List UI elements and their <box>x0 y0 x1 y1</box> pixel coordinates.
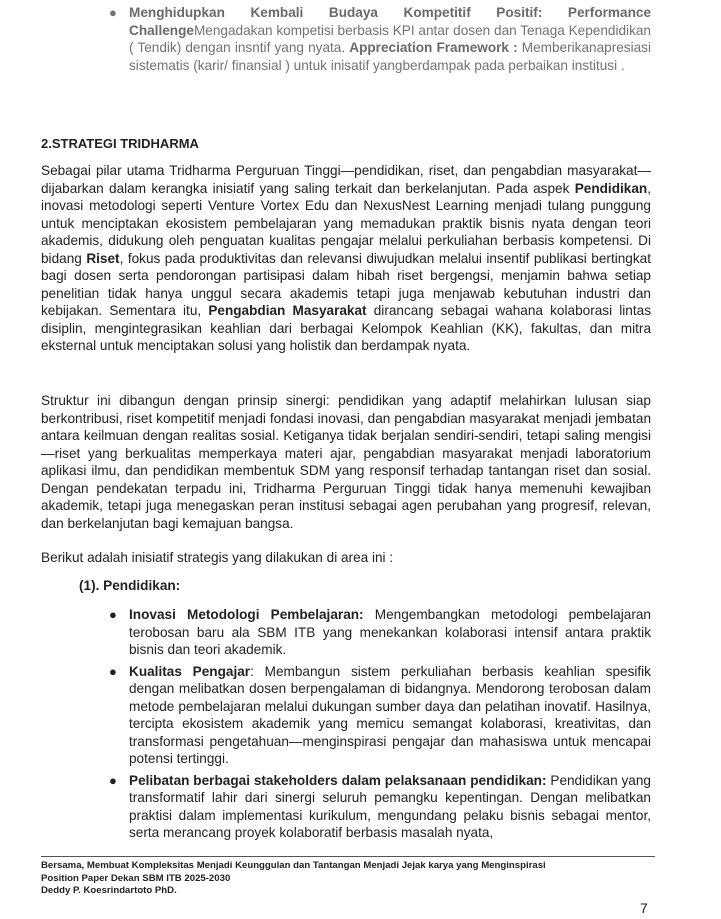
bullet-icon: ● <box>109 607 117 622</box>
list-item <box>109 772 651 842</box>
footer-divider <box>41 856 655 857</box>
sub-heading: (1). Pendidikan: <box>79 578 181 593</box>
section-heading: 2.STRATEGI TRIDHARMA <box>41 136 199 151</box>
page-footer <box>41 860 661 898</box>
bullet-icon: ● <box>109 663 117 679</box>
footer-title: Bersama, Membuat Kompleksitas Menjadi Keunggulan dan Tantangan Menjadi Jejak karya yang Menginspirasi <box>41 860 546 871</box>
item-title: Kualitas Pengajar <box>129 663 251 679</box>
text-run: , inovasi metodologi seperti Venture Vortex Edu dan NexusNest Learning menjadi tulang punggung untuk menciptakan ekosistem pembelajaran yang memadukan praktik bisnis nyata dengan teori akademis, didukung oleh penguatan kualitas pengajar melalui perkuliahan berbasis kompetensi. Di bidang <box>41 180 651 266</box>
list-item <box>109 663 651 768</box>
list-item <box>109 4 651 74</box>
text-run: dirancang sebagai wahana kolaborasi lintas disiplin, mengintegrasikan keahlian dari berbagai Kelompok Keahlian (KK), fakultas, dan mitra eksternal untuk menciptakan solusi yang holistik dan berdampak nyata. <box>41 303 651 353</box>
item-text: Mengembangkan metodologi pembelajaran terobosan baru ala SBM ITB yang menekankan kolaborasi intensif antara praktik bisnis dan teori akademik. <box>129 607 651 657</box>
item-text-2: Memberikanapresiasi sistematis (karir/ finansial ) untuk inisatif yangberdampak pada perbaikan institusi . <box>129 40 651 73</box>
text-run: , fokus pada produktivitas dan relevansi diwujudkan melalui insentif publikasi bertingkat bagi dosen serta pendorongan partisipasi dalam hibah riset bergengsi, menjamin bahwa setiap penelitian tidak hanya unggul secara akademis tetapi juga menjawab kebutuhan industri dan kebijakan. Sementara itu, <box>41 250 651 318</box>
bold-term: Pendidikan <box>574 180 648 196</box>
item-text: Pendidikan yang transformatif lahir dari sinergi seluruh pemangku kepentingan. Dengan melibatkan praktisi dalam implementasi kurikulum, mengundang pelaku bisnis sebagai mentor, serta merancang proyek kolaboratif berbasis masalah nyata, <box>129 772 651 840</box>
bullet-icon: ● <box>109 772 117 788</box>
footer-author: Deddy P. Koesrindartoto PhD. <box>41 885 177 896</box>
paragraph-3: Berikut adalah inisiatif strategis yang dilakukan di area ini : <box>41 550 394 565</box>
list-item <box>109 606 651 659</box>
item-title: Inovasi Metodologi Pembelajaran: <box>129 607 364 622</box>
bold-term: Pengabdian Masyarakat <box>208 303 367 318</box>
text-run: Sebagai pilar utama Tridharma Perguruan Tinggi—pendidikan, riset, dan pengabdian masyarakat—dijabarkan dalam kerangka inisiatif yang saling terkait dan berkelanjutan. Pada aspek <box>41 163 651 196</box>
bullet-icon: ● <box>109 5 117 20</box>
page-number: 7 <box>640 900 648 916</box>
footer-subtitle: Position Paper Dekan SBM ITB 2025-2030 <box>41 872 231 884</box>
pendidikan-bullet-list <box>109 606 651 842</box>
item-text: Mengadakan kompetisi berbasis KPI antar dosen dan Tenaga Kependidikan ( Tendik) dengan insntif yang nyata. <box>129 22 651 55</box>
item-text: : Membangun sistem perkuliahan berbasis keahlian spesifik dengan melibatkan dosen berpengalaman di bidangnya. Mendorong terobosan dalam metode pembelajaran melalui dukungan sumber daya dan pelatihan inovatif. Hasilnya, tercipta ekosistem akademik yang memicu semangat kolaborasi, kreativitas, dan transformasi pengetahuan—menginspirasi pengajar dan mahasiswa untuk mencapai potensi tertinggi. <box>129 663 651 766</box>
item-subtitle: Appreciation Framework : <box>349 40 518 55</box>
previous-bullet-list <box>109 4 651 74</box>
item-title: Pelibatan berbagai stakeholders dalam pelaksanaan pendidikan: <box>129 772 547 788</box>
paragraph-2: Struktur ini dibangun dengan prinsip sinergi: pendidikan yang adaptif melahirkan lulusan siap berkontribusi, riset kompetitif menjadi fondasi inovasi, dan pengabdian masyarakat menjadi jembatan antara keilmuan dengan realitas sosial. Ketiganya tidak berjalan sendiri-sendiri, tetapi saling mengisi—riset yang berkualitas memperkaya materi ajar, pengabdian masyarakat menjadi laboratorium aplikasi ilmu, dan pendidikan membentuk SDM yang responsif terhadap tantangan riset dan sosial. Dengan pendekatan terpadu ini, Tridharma Perguruan Tinggi tidak hanya memenuhi kewajiban akademik, tetapi juga menegaskan peran institusi sebagai agen perubahan yang progresif, relevan, dan berkelanjutan bagi kemajuan bangsa. <box>41 393 651 531</box>
bold-term: Riset <box>86 250 120 266</box>
item-title: Menghidupkan Kembali Budaya Kompetitif Positif: Performance Challenge <box>129 5 651 38</box>
paragraph-1 <box>41 162 651 355</box>
